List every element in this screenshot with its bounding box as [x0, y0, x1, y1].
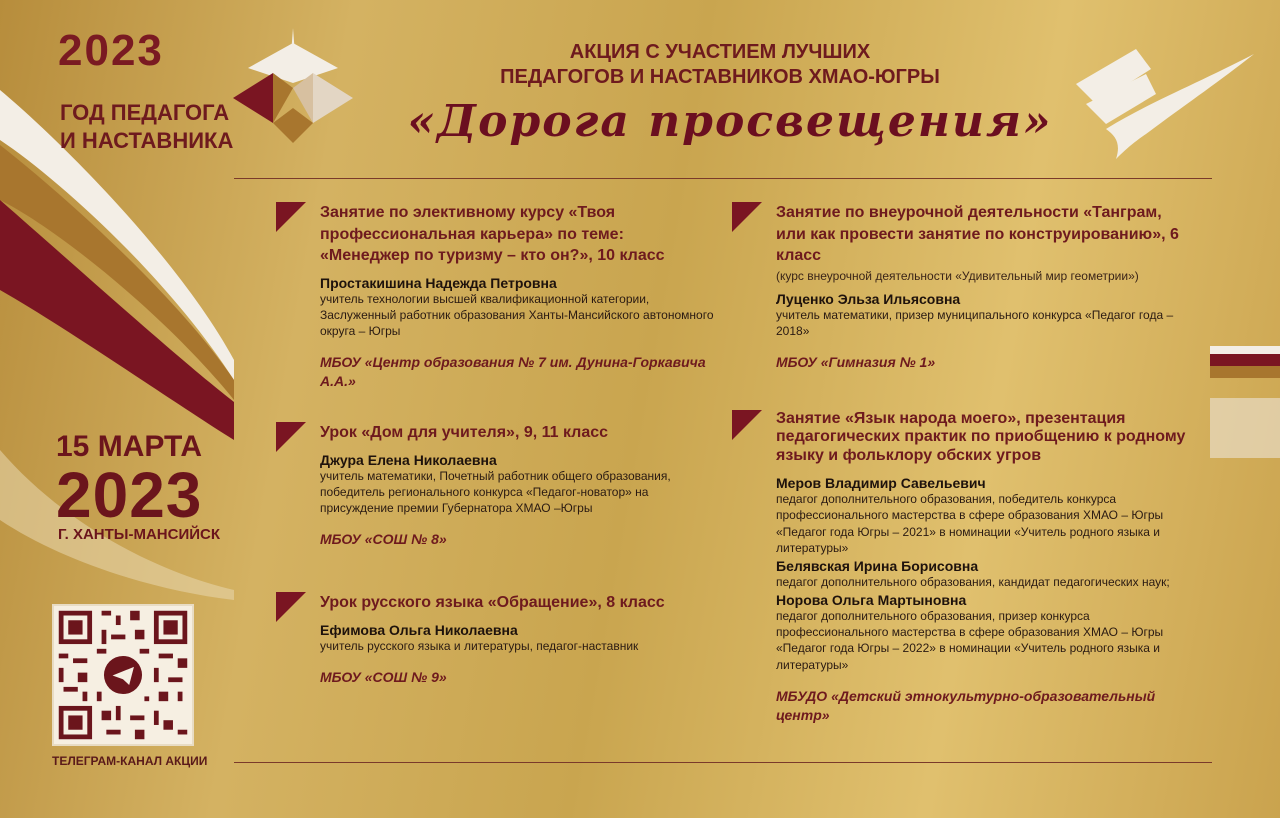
- right-flag-light: [1210, 398, 1280, 458]
- header-line-2: ПЕДАГОГОВ И НАСТАВНИКОВ ХМАО-ЮГРЫ: [500, 66, 940, 88]
- header-title: [420, 40, 1020, 90]
- logo-line-2: И НАСТАВНИКА: [60, 128, 234, 153]
- person-desc: учитель математики, призер муниципального конкурса «Педагог года – 2018»: [776, 307, 1174, 338]
- item-title: Занятие по внеурочной деятельности «Танграм, или как провести занятие по конструированию», 6 класс: [776, 204, 1179, 265]
- bullet-triangle-icon: [276, 592, 306, 622]
- qr-caption: ТЕЛЕГРАМ-КАНАЛ АКЦИИ: [52, 754, 208, 768]
- right-flag-red: [1210, 354, 1280, 366]
- person-desc: педагог дополнительного образования, кандидат педагогических наук;: [776, 574, 1170, 589]
- organization: МБОУ «СОШ № 9»: [320, 668, 447, 685]
- header-line-1: АКЦИЯ С УЧАСТИЕМ ЛУЧШИХ: [569, 41, 871, 63]
- diamond-emblem-icon: [228, 28, 358, 148]
- right-flag-gold: [1210, 366, 1280, 378]
- item-note: (курс внеурочной деятельности «Удивительный мир геометрии»): [776, 268, 1139, 283]
- bullet-triangle-icon: [732, 410, 762, 440]
- item-title: Урок «Дом для учителя», 9, 11 класс: [320, 424, 609, 441]
- person-name: Белявская Ирина Борисовна: [776, 557, 979, 574]
- logo-year: 2023: [58, 26, 164, 75]
- person-desc: учитель технологии высшей квалификационной категории, Заслуженный работник образования Ханты-Мансийского автономного округа – Югры: [320, 291, 714, 339]
- person-name: Простакишина Надежда Петровна: [320, 274, 557, 291]
- script-title: «Дорога просвещения»: [407, 96, 1053, 147]
- organization: МБУДО «Детский этнокультурно-образовательный центр»: [776, 687, 1156, 723]
- person-desc: педагог дополнительного образования, победитель конкурса профессионального мастерства в сфере образования ХМАО – Югры «Педагог года Югры – 2021» в номинации «Учитель родного языка и литературы»: [776, 492, 1164, 555]
- bullet-triangle-icon: [276, 422, 306, 452]
- item-title: Занятие «Язык народа моего», презентация педагогических практик по приобщению к родному языку и фольклору обских угров: [776, 410, 1186, 464]
- person-name: Луценко Эльза Ильясовна: [776, 290, 961, 307]
- bottom-divider: [234, 762, 1212, 763]
- bird-book-icon: [1076, 44, 1256, 164]
- item-title: Занятие по элективному курсу «Твоя профессиональная карьера» по теме: «Менеджер по туризму – кто он?», 10 класс: [320, 204, 665, 265]
- logo-line-1: ГОД ПЕДАГОГА: [60, 100, 230, 125]
- person-desc: учитель математики, Почетный работник общего образования, победитель регионального конкурса «Педагог-новатор» на присуждение премии Губернатора ХМАО –Югры: [320, 468, 671, 515]
- right-flag-white: [1210, 346, 1280, 354]
- organization: МБОУ «Гимназия № 1»: [776, 354, 936, 371]
- person-name: Ефимова Ольга Николаевна: [320, 621, 518, 638]
- top-divider: [234, 178, 1212, 179]
- person-desc: учитель русского языка и литературы, педагог-наставник: [320, 638, 639, 653]
- organization: МБОУ «Центр образования № 7 им. Дунина-Горкавича А.А.»: [320, 354, 706, 390]
- qr-code[interactable]: [52, 604, 194, 746]
- person-desc: педагог дополнительного образования, призер конкурса профессионального мастерства в сфере образования ХМАО – Югры «Педагог года Югры – 2022» в номинации «Учитель родного языка и литературы»: [776, 609, 1164, 672]
- bullet-triangle-icon: [276, 202, 306, 232]
- qr-pattern-icon: [54, 606, 192, 744]
- event-year: 2023: [56, 459, 203, 531]
- item-title: Урок русского языка «Обращение», 8 класс: [320, 594, 665, 611]
- organization: МБОУ «СОШ № 8»: [320, 531, 447, 548]
- person-name: Джура Елена Николаевна: [320, 451, 497, 468]
- person-name: Меров Владимир Савельевич: [776, 475, 986, 492]
- person-name: Норова Ольга Мартыновна: [776, 592, 967, 609]
- bullet-triangle-icon: [732, 202, 762, 232]
- event-date: 15 МАРТА: [56, 430, 203, 463]
- event-item: [276, 202, 716, 391]
- event-item: [276, 422, 716, 549]
- event-item: [276, 592, 696, 687]
- event-item: [732, 202, 1192, 372]
- event-item: [732, 410, 1192, 725]
- event-city: Г. ХАНТЫ-МАНСИЙСК: [58, 526, 221, 543]
